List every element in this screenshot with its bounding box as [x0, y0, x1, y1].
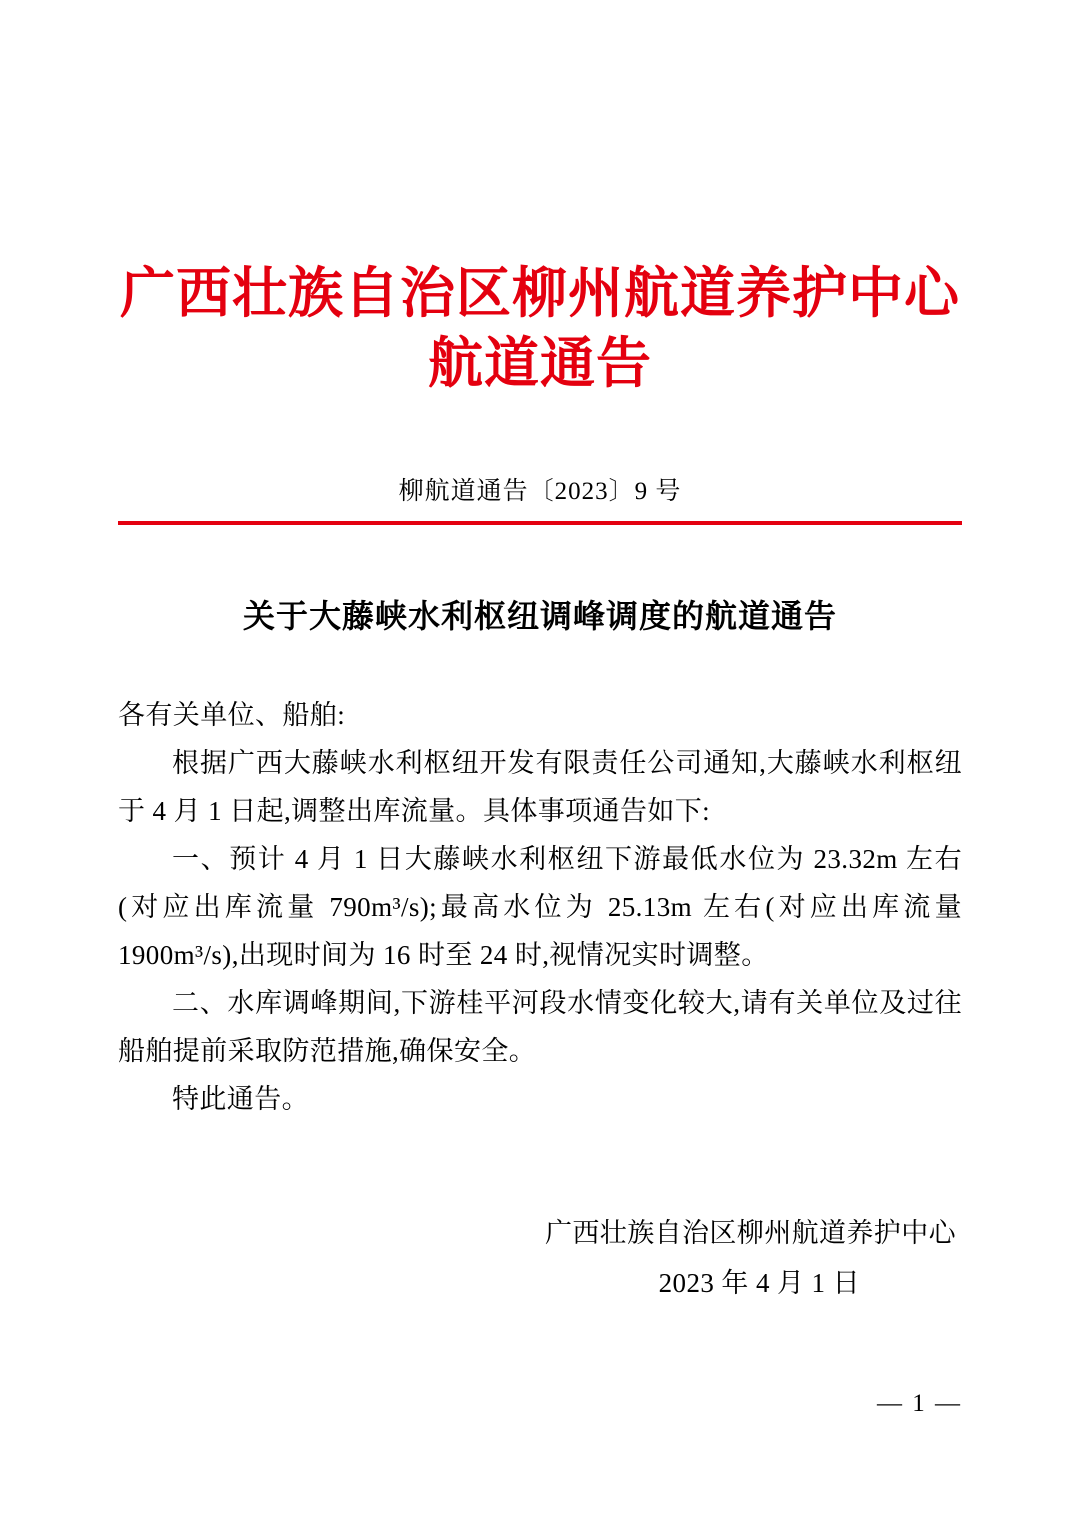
signature-date: 2023 年 4 月 1 日 [658, 1268, 860, 1299]
document-title: 关于大藤峡水利枢纽调峰调度的航道通告 [242, 597, 837, 634]
document-number: 柳航道通告〔2023〕9 号 [398, 477, 682, 505]
masthead-line-1: 广西壮族自治区柳州航道养护中心 [119, 260, 960, 325]
body-paragraph-2: 一、预计 4 月 1 日大藤峡水利枢纽下游最低水位为 23.32m 左右(对应出库流量 790m³/s);最高水位为 25.13m 左右(对应出库流量 1900m³/s),出现时间为 16 时至 24 时,视情况实时调整。 [118, 843, 962, 971]
masthead-line-2: 航道通告 [427, 330, 652, 396]
salutation: 各有关单位、船舶: [118, 699, 346, 730]
body-paragraph-1: 根据广西大藤峡水利枢纽开发有限责任公司通知,大藤峡水利枢纽于 4 月 1 日起,调整出库流量。具体事项通告如下: [118, 747, 962, 826]
red-divider-rule [118, 521, 962, 525]
body-paragraph-4: 特此通告。 [172, 1084, 309, 1115]
signature-block [118, 1209, 962, 1309]
document-masthead [118, 258, 962, 399]
signature-organization: 广西壮族自治区柳州航道养护中心 [545, 1218, 956, 1249]
body-paragraph-3: 二、水库调峰期间,下游桂平河段水情变化较大,请有关单位及过往船舶提前采取防范措施,确保安全。 [118, 988, 962, 1067]
page-number: — 1 — [877, 1390, 962, 1417]
document-body [118, 691, 962, 1123]
